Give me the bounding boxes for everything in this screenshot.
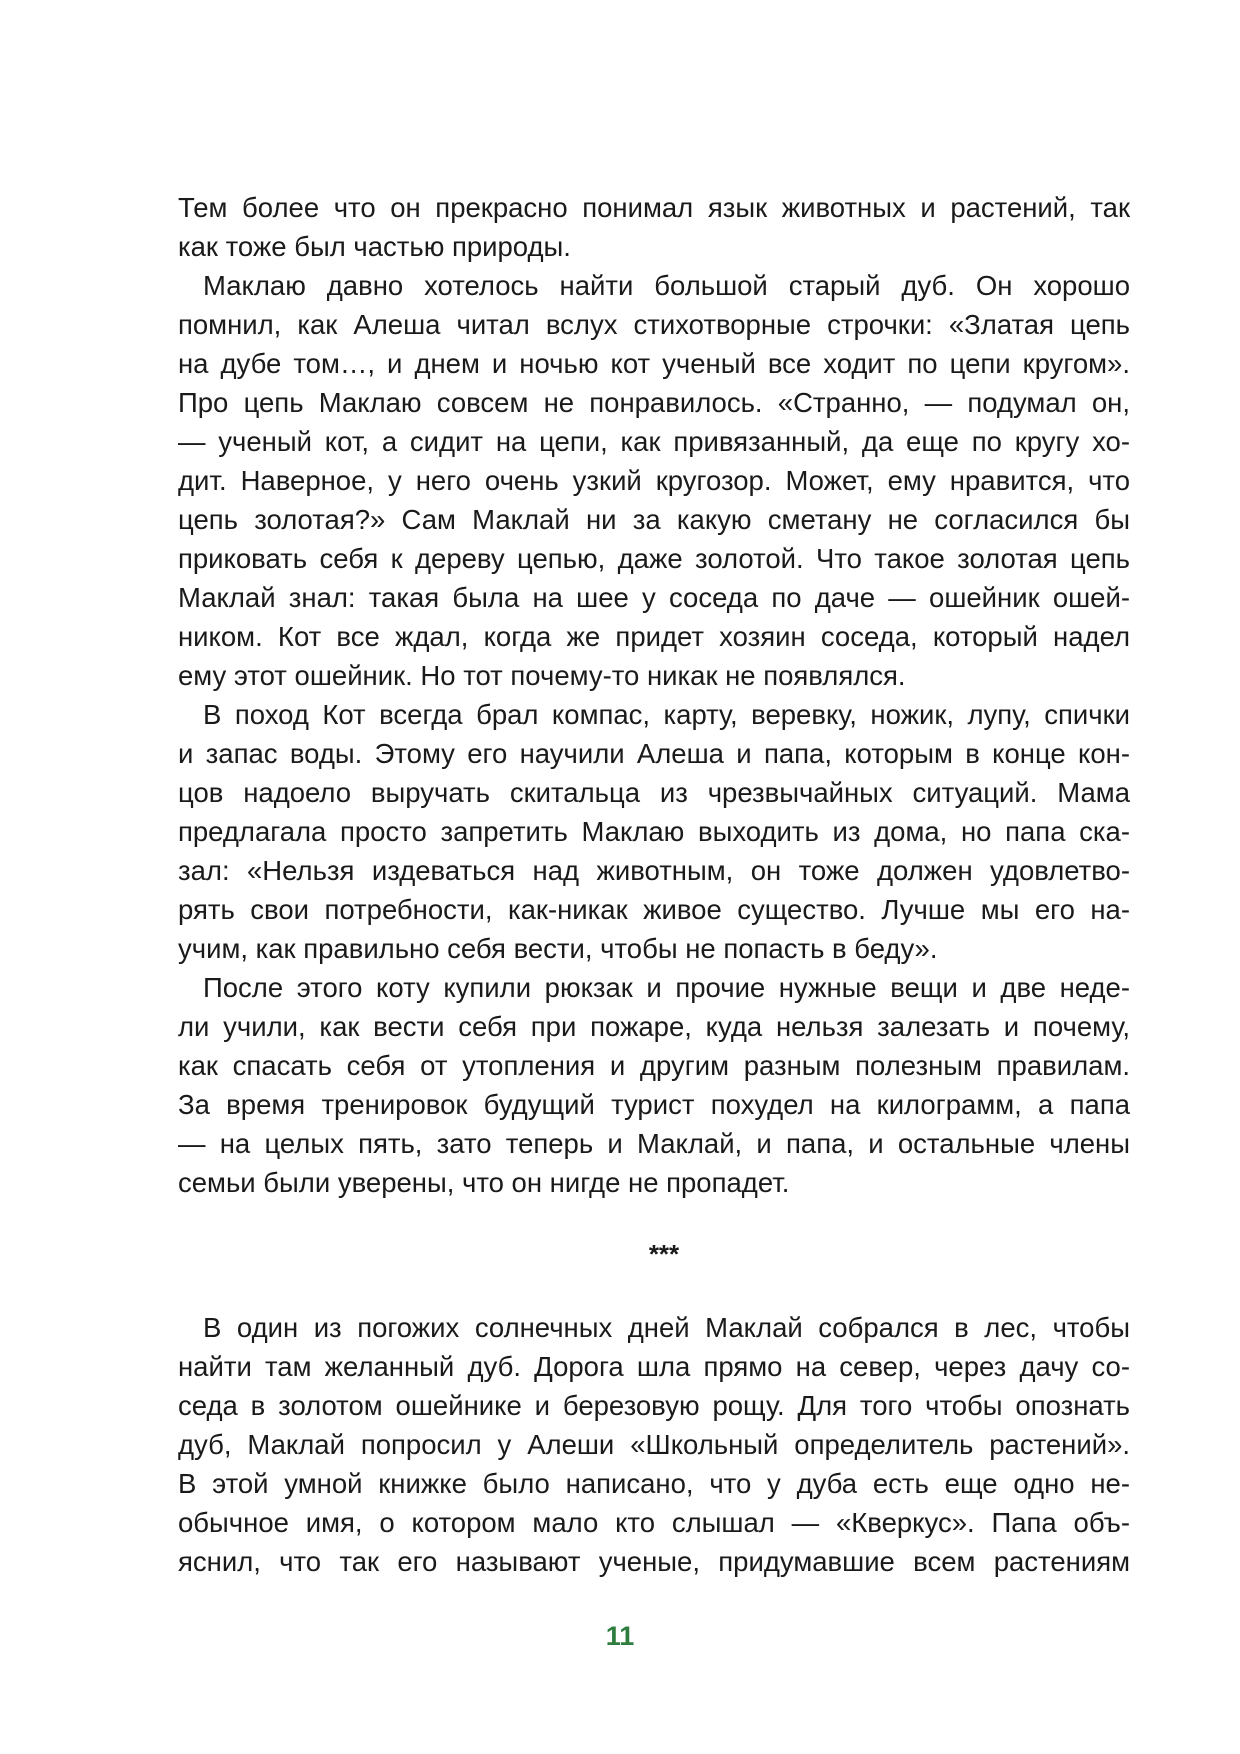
text-line: найти там желанный дуб. Дорога шла прямо на север, через дачу со- xyxy=(178,1351,1130,1382)
text-line: седа в золотом ошейнике и березовую рощу. Для того чтобы опознать xyxy=(178,1390,1130,1421)
text-block-top xyxy=(178,188,1130,1202)
text-line: В поход Кот всегда брал компас, карту, веревку, ножик, лупу, спички xyxy=(203,699,1130,730)
text-line: цов надоело выручать скитальца из чрезвычайных ситуаций. Мама xyxy=(178,777,1130,808)
paragraph xyxy=(178,695,1130,968)
text-line: ему этот ошейник. Но тот почему-то никак не появлялся. xyxy=(178,660,906,691)
paragraph xyxy=(178,266,1130,695)
paragraph xyxy=(178,188,1130,266)
text-line: рять свои потребности, как-никак живое существо. Лучше мы его на- xyxy=(178,894,1130,925)
text-line: дит. Наверное, у него очень узкий кругозор. Может, ему нравится, что xyxy=(178,465,1130,496)
text-line: Маклаю давно хотелось найти большой старый дуб. Он хорошо xyxy=(203,270,1130,301)
text-block-bottom xyxy=(178,1308,1130,1581)
text-line: — на целых пять, зато теперь и Маклай, и папа, и остальные члены xyxy=(178,1128,1130,1159)
text-line: помнил, как Алеша читал вслух стихотворные строчки: «Златая цепь xyxy=(178,309,1130,340)
text-line: учим, как правильно себя вести, чтобы не попасть в беду». xyxy=(178,933,938,964)
text-line: зал: «Нельзя издеваться над животным, он тоже должен удовлетво- xyxy=(178,855,1130,886)
text-line: как тоже был частью природы. xyxy=(178,231,571,262)
paragraph xyxy=(178,968,1130,1202)
paragraph xyxy=(178,1308,1130,1581)
page-number: 11 xyxy=(605,1621,635,1651)
section-separator: *** xyxy=(648,1239,680,1269)
text-line: После этого коту купили рюкзак и прочие нужные вещи и две неде- xyxy=(203,972,1130,1003)
text-line: — ученый кот, а сидит на цепи, как привязанный, да еще по кругу хо- xyxy=(178,426,1130,457)
text-line: В этой умной книжке было написано, что у дуба есть еще одно не- xyxy=(178,1468,1130,1499)
text-line: ли учили, как вести себя при пожаре, куда нельзя залезать и почему, xyxy=(178,1011,1130,1042)
text-line: обычное имя, о котором мало кто слышал — «Кверкус». Папа объ- xyxy=(178,1507,1130,1538)
text-line: Маклай знал: такая была на шее у соседа по даче — ошейник ошей- xyxy=(178,582,1130,613)
text-line: семьи были уверены, что он нигде не пропадет. xyxy=(178,1167,790,1198)
text-line: За время тренировок будущий турист похудел на килограмм, а папа xyxy=(178,1089,1130,1120)
text-line: предлагала просто запретить Маклаю выходить из дома, но папа ска- xyxy=(178,816,1130,847)
text-line: дуб, Маклай попросил у Алеши «Школьный определитель растений». xyxy=(178,1429,1130,1460)
text-line: ником. Кот все ждал, когда же придет хозяин соседа, который надел xyxy=(178,621,1130,652)
text-line: цепь золотая?» Сам Маклай ни за какую сметану не согласился бы xyxy=(178,504,1130,535)
text-line: как спасать себя от утопления и другим разным полезным правилам. xyxy=(178,1050,1130,1081)
text-line: Тем более что он прекрасно понимал язык животных и растений, так xyxy=(178,192,1130,223)
text-line: и запас воды. Этому его научили Алеша и папа, которым в конце кон- xyxy=(178,738,1130,769)
text-line: приковать себя к дереву цепью, даже золотой. Что такое золотая цепь xyxy=(178,543,1130,574)
page-body xyxy=(178,188,1130,1581)
text-line: Про цепь Маклаю совсем не понравилось. «Странно, — подумал он, xyxy=(178,387,1130,418)
text-line: В один из погожих солнечных дней Маклай собрался в лес, чтобы xyxy=(203,1312,1130,1343)
text-line: на дубе том…, и днем и ночью кот ученый все ходит по цепи кругом». xyxy=(178,348,1130,379)
text-line: яснил, что так его называют ученые, придумавшие всем растениям xyxy=(178,1546,1130,1577)
